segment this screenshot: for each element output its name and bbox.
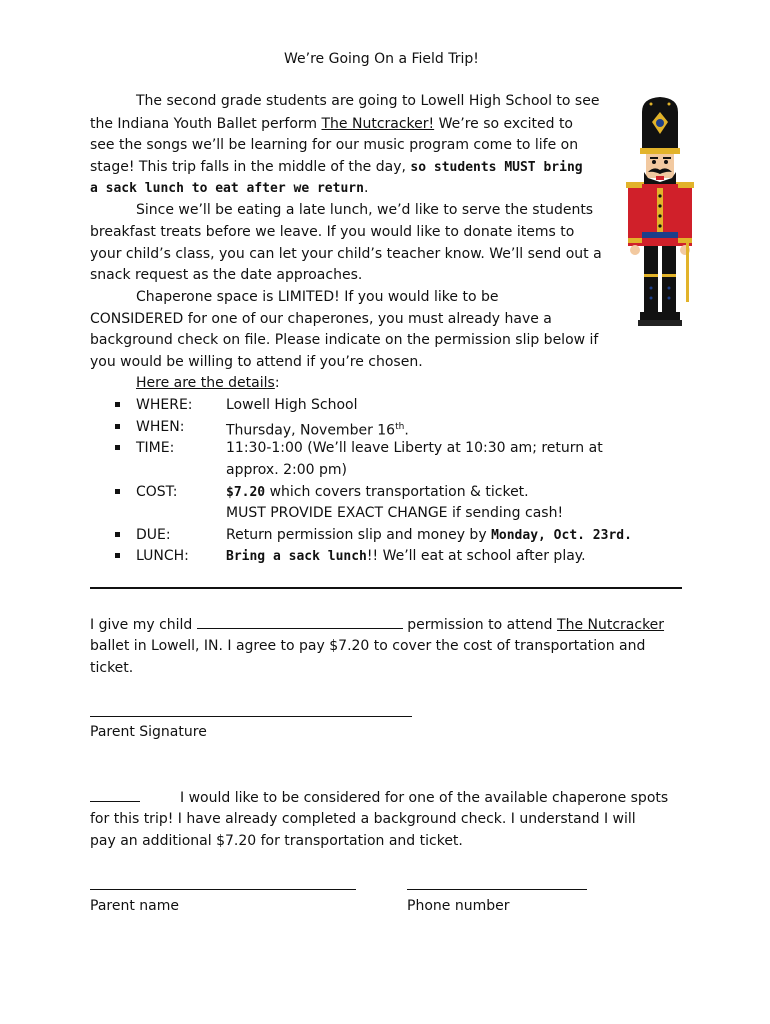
donate-line-3: your child’s class, you can let your child’s teacher know. We’ll send out a [90, 246, 602, 262]
nutcracker-icon [620, 92, 700, 337]
intro-line-3: see the songs we’ll be learning for our music program come to life on [90, 137, 579, 153]
cut-line-divider [90, 587, 682, 589]
chaperone-checkbox-blank[interactable] [90, 801, 140, 802]
chaperone-line-4: you would be willing to attend if you’re chosen. [90, 354, 423, 370]
where-value: Lowell High School [226, 397, 358, 413]
slip-line-1: I give my child permission to attend The Nutcracker [90, 614, 664, 636]
due-label: DUE: [136, 527, 171, 543]
where-label: WHERE: [136, 397, 193, 413]
bullet-icon [115, 489, 120, 494]
chaperone-line-b: for this trip! I have already completed a background check. I understand I will [90, 811, 636, 827]
due-value: Return permission slip and money by Monday, Oct. 23rd. [226, 527, 632, 543]
slip-line-3: ticket. [90, 660, 134, 676]
chaperone-line-2: CONSIDERED for one of our chaperones, you must already have a [90, 311, 552, 327]
intro-line-4: stage! This trip falls in the middle of the day, so students MUST bring [90, 159, 583, 175]
chaperone-line-a: I would like to be considered for one of the available chaperone spots [180, 790, 669, 806]
show-title: The Nutcracker! [321, 116, 435, 132]
intro-line-1: The second grade students are going to Lowell High School to see [136, 93, 600, 109]
time-label: TIME: [136, 440, 175, 456]
parent-name-field[interactable] [90, 889, 356, 890]
bullet-icon [115, 402, 120, 407]
parent-name-label: Parent name [90, 898, 179, 914]
donate-line-4: snack request as the date approaches. [90, 267, 363, 283]
signature-label: Parent Signature [90, 724, 207, 740]
chaperone-line-1: Chaperone space is LIMITED! If you would like to be [136, 289, 499, 305]
bullet-icon [115, 532, 120, 537]
slip-line-2: ballet in Lowell, IN. I agree to pay $7.20 to cover the cost of transportation and [90, 638, 646, 654]
lunch-value: Bring a sack lunch!! We’ll eat at school after play. [226, 548, 586, 564]
phone-number-field[interactable] [407, 889, 587, 890]
page-title: We’re Going On a Field Trip! [284, 51, 479, 67]
cost-value: $7.20 which covers transportation & ticket. [226, 484, 529, 500]
donate-line-2: breakfast treats before we leave. If you would like to donate items to [90, 224, 575, 240]
details-heading: Here are the details: [136, 375, 280, 391]
bullet-icon [115, 424, 120, 429]
chaperone-line-c: pay an additional $7.20 for transportation and ticket. [90, 833, 463, 849]
intro-line-5: a sack lunch to eat after we return. [90, 180, 369, 196]
cost-label: COST: [136, 484, 178, 500]
bullet-icon [115, 553, 120, 558]
phone-number-label: Phone number [407, 898, 510, 914]
donate-line-1: Since we’ll be eating a late lunch, we’d like to serve the students [136, 202, 594, 218]
time-value-cont: approx. 2:00 pm) [226, 462, 347, 478]
intro-line-2: the Indiana Youth Ballet perform The Nutcracker! We’re so excited to [90, 116, 574, 132]
child-name-field[interactable] [197, 614, 403, 629]
cost-note: MUST PROVIDE EXACT CHANGE if sending cash! [226, 505, 564, 521]
when-value: Thursday, November 16th. [226, 422, 409, 439]
time-value: 11:30-1:00 (We’ll leave Liberty at 10:30 am; return at [226, 440, 603, 456]
when-label: WHEN: [136, 419, 185, 435]
signature-field[interactable] [90, 716, 412, 717]
bullet-icon [115, 445, 120, 450]
lunch-label: LUNCH: [136, 548, 189, 564]
chaperone-line-3: background check on file. Please indicate on the permission slip below if [90, 332, 599, 348]
